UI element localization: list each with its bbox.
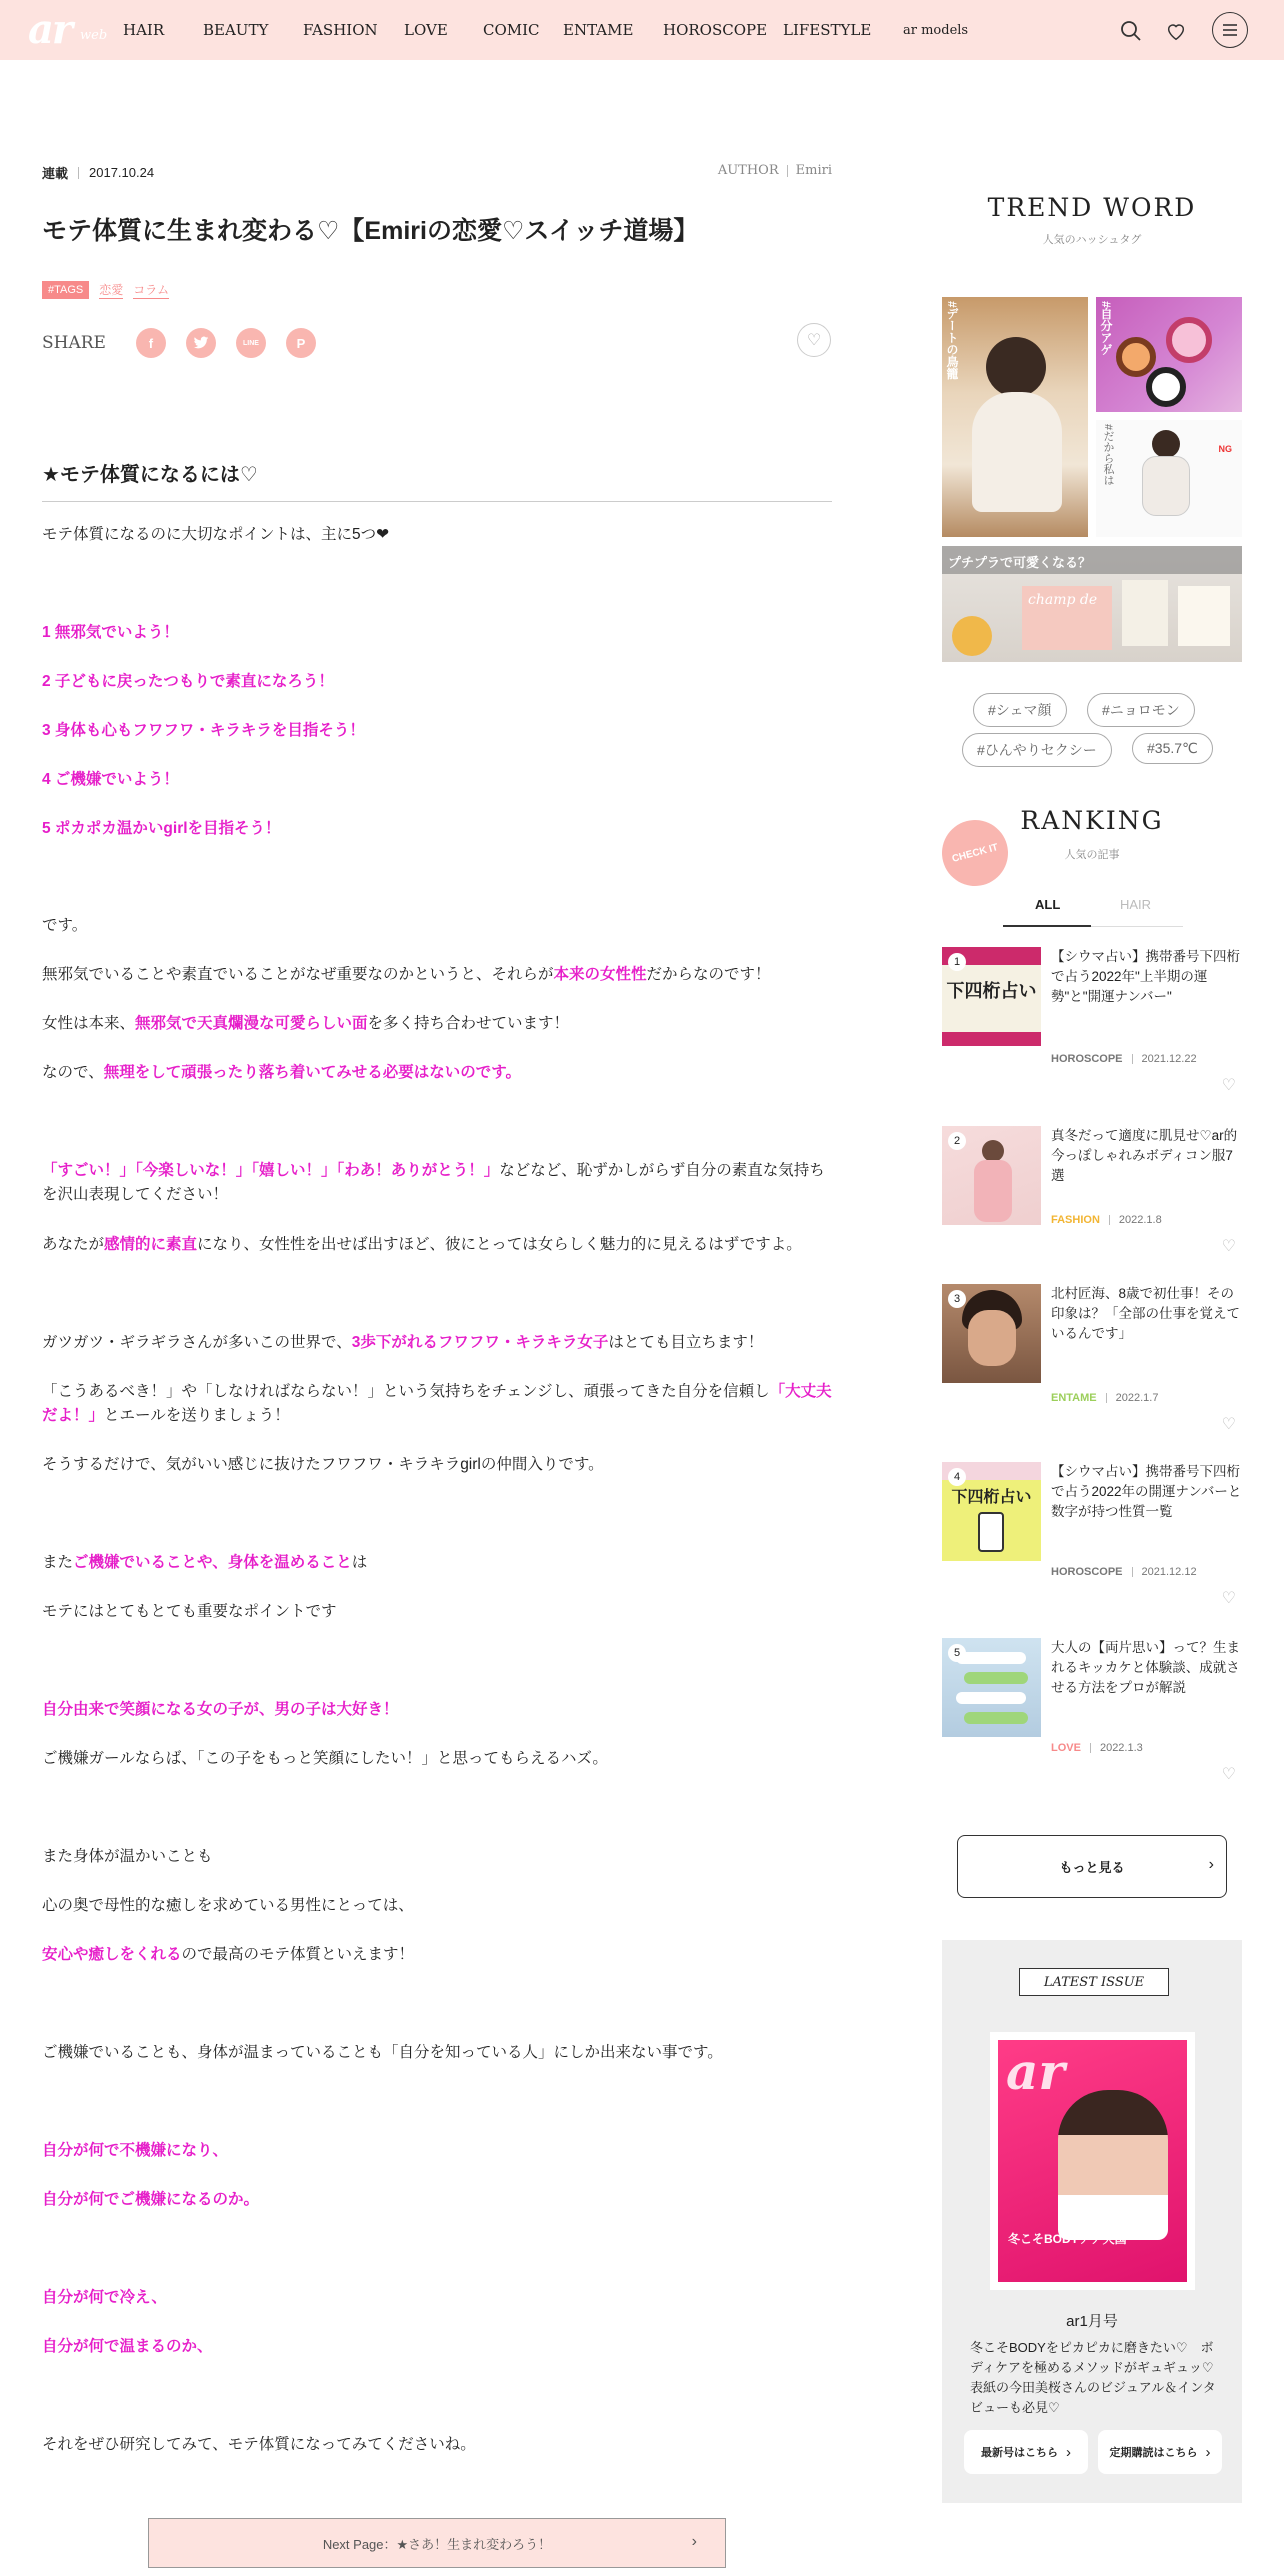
- rank-number: 2: [948, 1132, 966, 1150]
- ranking-thumbnail: 下四桁占い: [942, 1462, 1041, 1561]
- article-meta: [42, 163, 154, 182]
- nav-comic[interactable]: COMIC: [483, 21, 540, 39]
- issue-title: ar1月号: [1066, 2313, 1118, 2330]
- body-text: また身体が温かいことも: [42, 1848, 213, 1865]
- ranking-meta: HOROSCOPE 2021.12.12: [1051, 1566, 1197, 1578]
- hashtag-link[interactable]: #ひんやりセクシー: [962, 733, 1112, 767]
- body-text: 安心や癒しをくれるので最高のモテ体質といえます！: [42, 1946, 415, 1963]
- body-text: です。: [42, 917, 88, 934]
- ranking-item[interactable]: [942, 1284, 1242, 1444]
- body-text: 自分が何でご機嫌になるのか。: [42, 2191, 260, 2208]
- section-heading: ★モテ体質になるには♡: [42, 458, 832, 502]
- nav-lifestyle[interactable]: LIFESTYLE: [783, 21, 872, 39]
- latest-issue-panel: [942, 1940, 1242, 2503]
- tab-active-indicator: [1003, 925, 1091, 927]
- ranking-thumbnail: 下四桁占い: [942, 947, 1041, 1046]
- author-label: AUTHOR: [717, 163, 779, 178]
- ranking-title: RANKING: [1020, 806, 1164, 835]
- latest-issue-badge: LATEST ISSUE: [1019, 1968, 1169, 1996]
- body-text: モテにはとてもとても重要なポイントです: [42, 1603, 337, 1620]
- tab-all[interactable]: ALL: [1035, 897, 1061, 912]
- body-text: またご機嫌でいることや、身体を温めることは: [42, 1554, 368, 1571]
- body-text: ガツガツ・ギラギラさんが多いこの世界で、3歩下がれるフワフワ・キラキラ女子はとても目立ちます！: [42, 1334, 764, 1351]
- nav-fashion[interactable]: FASHION: [303, 21, 378, 39]
- favorite-button[interactable]: [797, 323, 831, 357]
- body-text: モテ体質になるのに大切なポイントは、主に5つ❤: [42, 526, 390, 543]
- menu-icon[interactable]: [1212, 12, 1248, 48]
- site-logo[interactable]: ar web: [28, 6, 108, 53]
- hashtag-link[interactable]: #シェマ顔: [973, 693, 1067, 727]
- ranking-title: 【シウマ占い】携帯番号下四桁で占う2022年の開運ナンバーと数字が持つ性質一覧: [1051, 1464, 1242, 1519]
- point-3: 3 身体も心もフワフワ・キラキラを目指そう！: [42, 722, 365, 739]
- ranking-meta: HOROSCOPE 2021.12.22: [1051, 1053, 1197, 1065]
- article-tags: [42, 281, 169, 299]
- body-text: 「こうあるべき！」や「しなければならない！」という気持ちをチェンジし、頑張ってきた自分を信頼し「大丈夫だよ！」とエールを送りましょう！: [42, 1383, 832, 1424]
- heart-icon[interactable]: ♡: [1221, 1077, 1236, 1094]
- ranking-item[interactable]: [942, 1462, 1242, 1622]
- body-text: 心の奥で母性的な癒しを求めている男性にとっては、: [42, 1897, 414, 1914]
- article-title: モテ体質に生まれ変わる♡【Emiriの恋愛♡スイッチ道場】: [42, 217, 699, 245]
- next-page-label: Next Page：★さあ！生まれ変わろう！: [322, 2536, 552, 2552]
- tags-badge: #TAGS: [42, 281, 89, 299]
- body-text: そうするだけで、気がいい感じに抜けたフワフワ・キラキラgirlの仲間入りです。: [42, 1456, 604, 1473]
- ranking-meta: FASHION 2022.1.8: [1051, 1214, 1162, 1226]
- body-text: 自分が何で温まるのか、: [42, 2338, 213, 2355]
- more-button[interactable]: [957, 1835, 1227, 1898]
- tab-hair[interactable]: HAIR: [1120, 897, 1152, 912]
- point-1: 1 無邪気でいよう！: [42, 624, 179, 641]
- ranking-subtitle: 人気の記事: [1064, 849, 1120, 861]
- twitter-icon[interactable]: [186, 328, 216, 358]
- body-text: ご機嫌でいることも、身体が温まっていることも「自分を知っている人」にしか出来ない事です。: [42, 2044, 723, 2061]
- facebook-icon[interactable]: f: [136, 328, 166, 358]
- nav-love[interactable]: LOVE: [404, 21, 448, 39]
- point-4: 4 ご機嫌でいよう！: [42, 771, 179, 788]
- ranking-item[interactable]: [942, 947, 1242, 1107]
- trend-image-because[interactable]: #だから私は NG: [1096, 420, 1242, 537]
- issue-description: 冬こそBODYをピカピカに磨きたい♡ ボディケアを極めるメソッドがギュギュッ♡ 表紙の今田美桜さんのビジュアル＆インタビューも必見♡: [970, 2340, 1216, 2415]
- subscription-button[interactable]: 定期購読はこちら ›: [1098, 2430, 1222, 2474]
- check-it-badge: CHECK IT: [935, 813, 1016, 894]
- magazine-cover[interactable]: ar 冬こそBODYケア天国: [990, 2032, 1195, 2290]
- heart-icon: ♡: [806, 332, 822, 349]
- chevron-right-icon: ›: [1205, 2443, 1211, 2461]
- trend-image-self[interactable]: #自分アゲ: [1096, 297, 1242, 412]
- article-date: 2017.10.24: [89, 165, 155, 180]
- nav-entame[interactable]: ENTAME: [563, 21, 634, 39]
- heart-icon[interactable]: ♡: [1221, 1238, 1236, 1255]
- trend-image-petitpla[interactable]: プチプラで可愛くなる？ champ de: [942, 546, 1242, 662]
- ranking-title: 大人の【両片思い】って？生まれるキッカケと体験談、成就させる方法をプロが解説: [1051, 1640, 1240, 1695]
- ranking-title: 真冬だって適度に肌見せ♡ar的今っぽしゃれみボディコン服7選: [1051, 1128, 1238, 1183]
- hashtag-link[interactable]: #35.7℃: [1132, 733, 1213, 764]
- body-text: ご機嫌ガールならば、「この子をもっと笑顔にしたい！」と思ってもらえるハズ。: [42, 1750, 608, 1767]
- ranking-meta: ENTAME 2022.1.7: [1051, 1392, 1159, 1404]
- body-text: なので、無理をして頑張ったり落ち着いてみせる必要はないのです。: [42, 1064, 521, 1081]
- next-page-button[interactable]: [148, 2518, 726, 2568]
- search-icon[interactable]: [1118, 18, 1144, 44]
- body-text: 自分由来で笑顔になる女の子が、男の子は大好き！: [42, 1701, 399, 1718]
- heart-icon[interactable]: [1163, 18, 1189, 44]
- rank-number: 1: [948, 953, 966, 971]
- heart-icon[interactable]: ♡: [1221, 1766, 1236, 1783]
- body-text: 無邪気でいることや素直でいることがなぜ重要なのかというと、それらが本来の女性性だからなのです！: [42, 966, 771, 983]
- body-text: 女性は本来、無邪気で天真爛漫な可愛らしい面を多く持ち合わせています！: [42, 1015, 570, 1032]
- point-5: 5 ポカポカ温かいgirlを目指そう！: [42, 820, 281, 837]
- pinterest-icon[interactable]: P: [286, 328, 316, 358]
- tag-link[interactable]: 恋愛: [99, 283, 124, 297]
- author-name[interactable]: Emiri: [795, 163, 832, 178]
- nav-ar-models[interactable]: ar models: [903, 23, 969, 38]
- chevron-right-icon: ›: [1208, 1856, 1214, 1873]
- ranking-title: 【シウマ占い】携帯番号下四桁で占う2022年"上半期の運勢"と"開運ナンバー": [1051, 949, 1240, 1004]
- hashtag-link[interactable]: #ニョロモン: [1087, 693, 1195, 727]
- share-bar: [42, 328, 336, 358]
- latest-issue-button[interactable]: 最新号はこちら ›: [964, 2430, 1088, 2474]
- ranking-title: 北村匠海、8歳で初仕事！その印象は？「全部の仕事を覚えているんです」: [1051, 1286, 1240, 1341]
- article-category[interactable]: 連載: [42, 166, 69, 181]
- more-label: もっと見る: [1059, 1860, 1125, 1875]
- ranking-item[interactable]: [942, 1638, 1242, 1798]
- trend-image-date[interactable]: #デートの鳥籠: [942, 297, 1088, 537]
- body-text: 自分が何で冷え、: [42, 2289, 167, 2306]
- divider: [787, 165, 788, 177]
- nav-hair[interactable]: HAIR: [123, 21, 165, 39]
- nav-horoscope[interactable]: HOROSCOPE: [663, 21, 768, 39]
- trend-word-title: TREND WORD: [987, 193, 1197, 222]
- chevron-right-icon: ›: [1066, 2443, 1071, 2461]
- rank-number: 4: [948, 1468, 966, 1486]
- body-text: それをぜひ研究してみて、モテ体質になってみてくださいね。: [42, 2436, 476, 2453]
- nav-beauty[interactable]: BEAUTY: [203, 21, 269, 39]
- tag-link[interactable]: コラム: [133, 283, 170, 297]
- line-icon[interactable]: LINE: [236, 328, 266, 358]
- rank-number: 5: [948, 1644, 966, 1662]
- body-text: あなたが感情的に素直になり、女性性を出せば出すほど、彼にとっては女らしく魅力的に見えるはずですよ。: [42, 1236, 802, 1253]
- ranking-meta: LOVE 2022.1.3: [1051, 1742, 1143, 1754]
- rank-number: 3: [948, 1290, 966, 1308]
- body-text: 「すごい！」「今楽しいな！」「嬉しい！」「わあ！ありがとう！」などなど、恥ずかしがらず自分の素直な気持ちを沢山表現してください！: [42, 1162, 825, 1203]
- chevron-right-icon: ›: [691, 2533, 697, 2550]
- ranking-item[interactable]: [942, 1126, 1242, 1286]
- site-header: [0, 0, 1284, 60]
- trend-word-subtitle: 人気のハッシュタグ: [1042, 234, 1142, 246]
- divider: [78, 167, 79, 179]
- body-text: 自分が何で不機嫌になり、: [42, 2142, 229, 2159]
- article-author: [718, 163, 832, 178]
- point-2: 2 子どもに戻ったつもりで素直になろう！: [42, 673, 334, 690]
- heart-icon[interactable]: ♡: [1221, 1590, 1236, 1607]
- share-label: SHARE: [42, 333, 106, 353]
- heart-icon[interactable]: ♡: [1221, 1416, 1236, 1433]
